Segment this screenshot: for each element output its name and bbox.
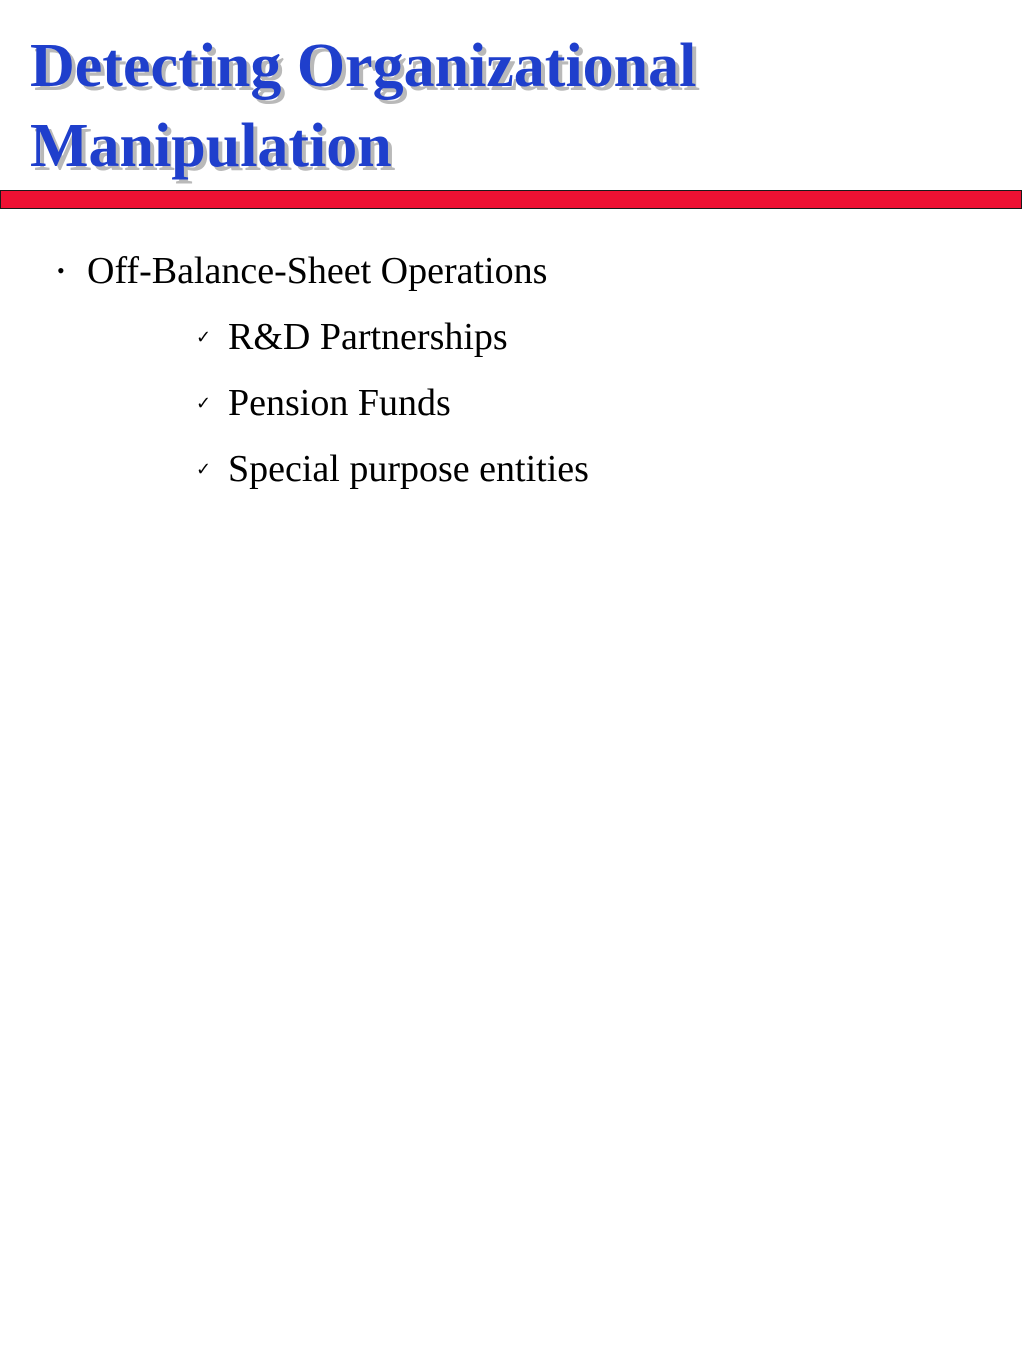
sub-bullet-item: [0, 312, 900, 362]
checkmark-icon: ✓: [196, 459, 212, 480]
bullet-dot-icon: •: [57, 258, 65, 283]
sub-bullet-item: [0, 444, 900, 494]
checkmark-icon: ✓: [196, 393, 212, 414]
title-divider: [0, 190, 1022, 209]
bullet-item: [0, 246, 900, 296]
sub-bullet-item: [0, 378, 900, 428]
sub-bullet-text: Pension Funds: [228, 382, 451, 424]
slide-title: [30, 26, 990, 186]
bullet-item-text: Off-Balance-Sheet Operations: [87, 250, 548, 292]
sub-bullet-text: R&D Partnerships: [228, 316, 508, 358]
slide-title-line-2: Manipulation: [30, 112, 392, 180]
sub-bullet-text: Special purpose entities: [228, 448, 589, 490]
checkmark-icon: ✓: [196, 327, 212, 348]
slide-title-line-1: Detecting Organizational: [30, 32, 697, 100]
